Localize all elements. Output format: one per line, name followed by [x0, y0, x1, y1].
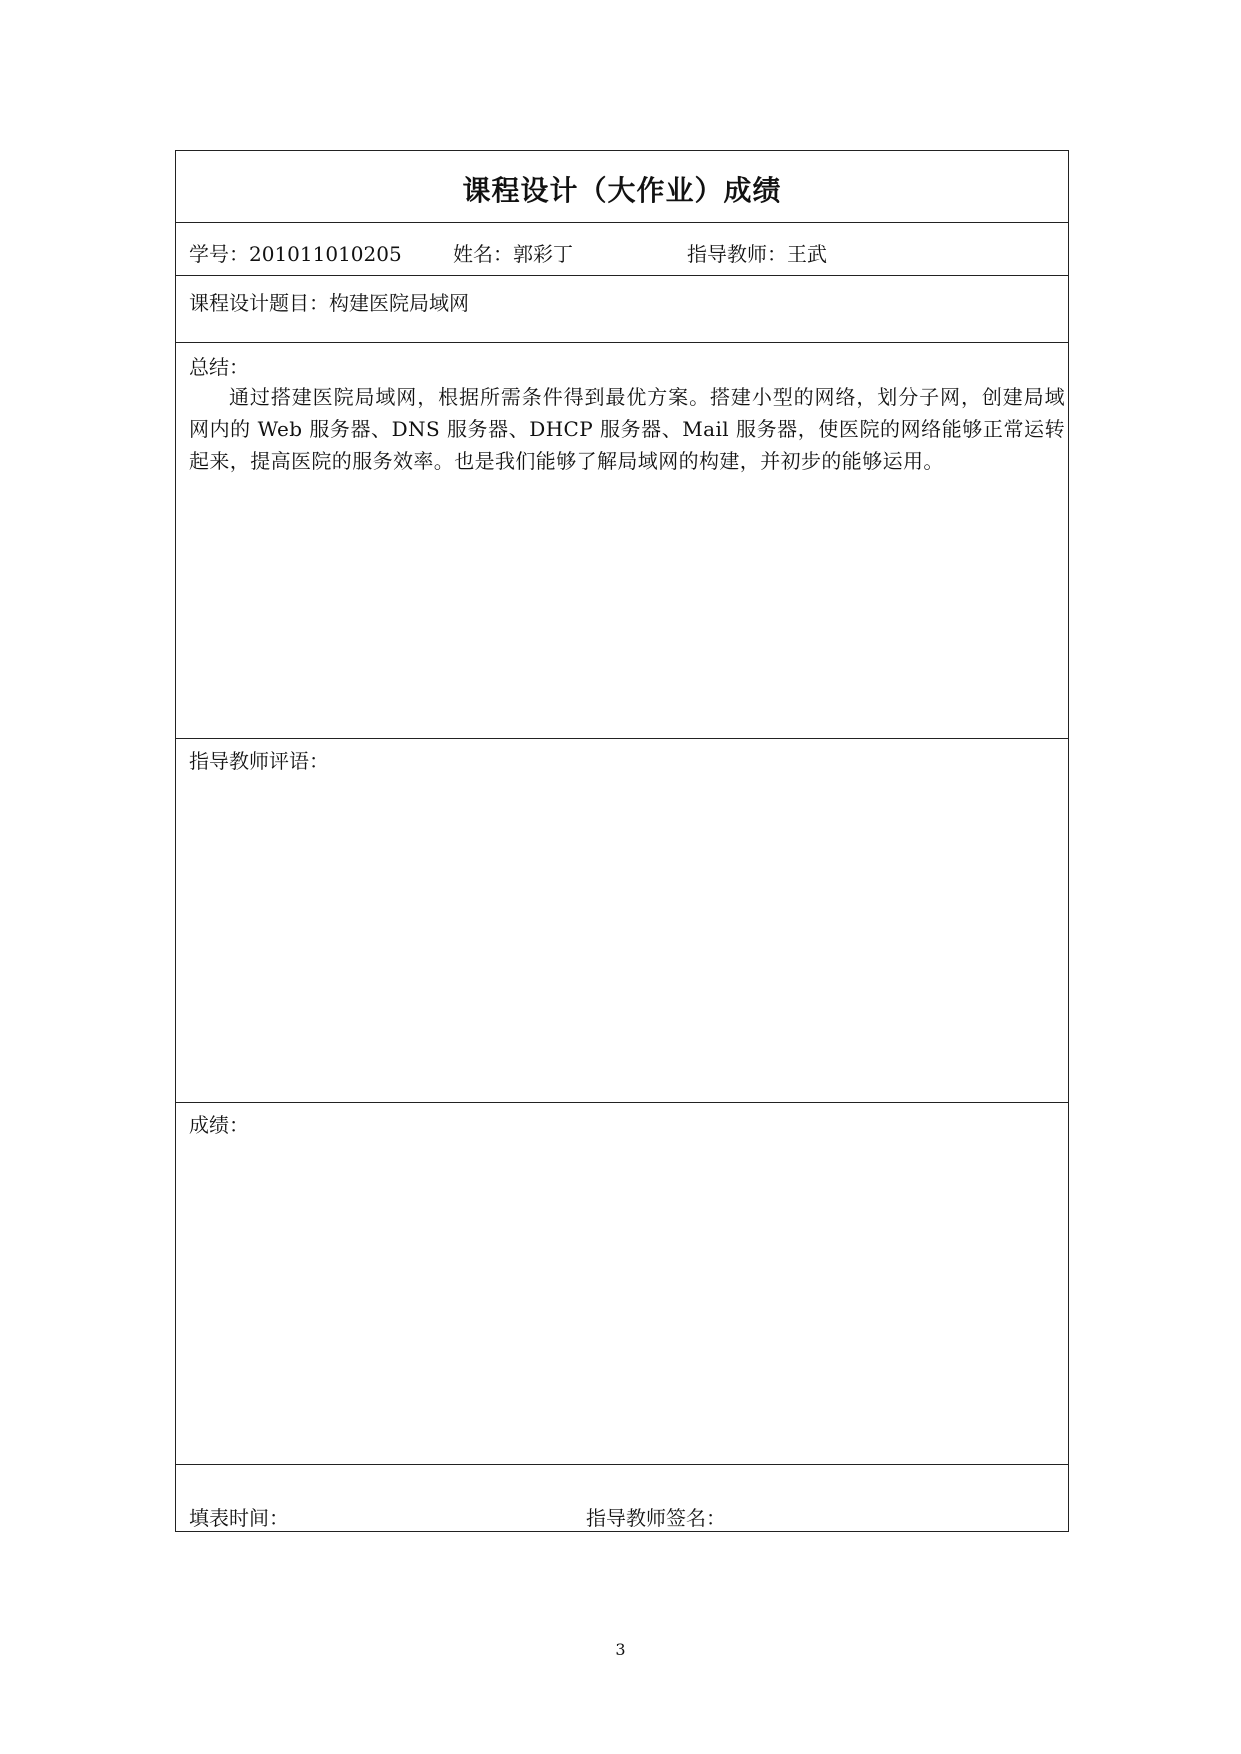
teacher-signature-label: 指导教师签名： — [586, 1506, 726, 1530]
summary-row — [176, 343, 1068, 739]
footer-row — [176, 1465, 1068, 1533]
teacher-comment-label: 指导教师评语： — [189, 749, 329, 773]
student-id-field: 学号：201011010205 — [189, 242, 402, 266]
form-title: 课程设计（大作业）成绩 — [462, 174, 782, 207]
student-name-field: 姓名：郭彩丁 — [453, 242, 573, 266]
teacher-comment-row — [176, 739, 1068, 1103]
grade-label: 成绩： — [189, 1113, 249, 1137]
grade-row — [176, 1103, 1068, 1465]
fill-date-label: 填表时间： — [189, 1506, 289, 1530]
topic-field: 课程设计题目：构建医院局域网 — [189, 291, 469, 315]
grade-form-table — [175, 150, 1069, 1532]
teacher-field: 指导教师：王武 — [687, 242, 827, 266]
summary-body: 通过搭建医院局域网，根据所需条件得到最优方案。搭建小型的网络，划分子网，创建局域网内的 Web 服务器、DNS 服务器、DHCP 服务器、Mail 服务器，使医院的网络能够正常运转起来，提高医院的服务效率。也是我们能够了解局域网的构建，并初步的能够运用。 — [189, 385, 1065, 473]
page-number: 3 — [615, 1640, 626, 1659]
student-info-row — [176, 223, 1068, 276]
title-row — [176, 151, 1068, 223]
summary-label: 总结： — [189, 355, 249, 379]
topic-row — [176, 276, 1068, 343]
